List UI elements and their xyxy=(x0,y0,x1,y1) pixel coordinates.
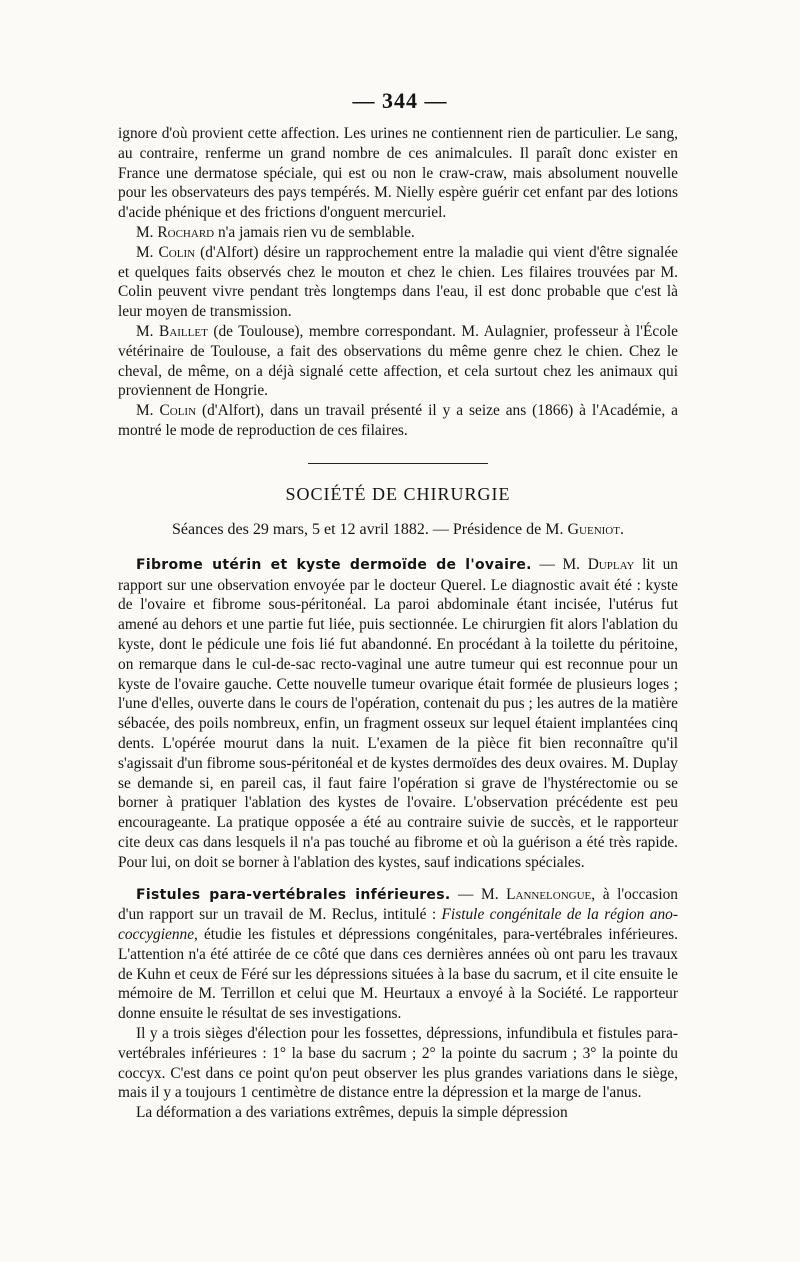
heading-fibrome: Fibrome utérin et kyste dermoïde de l'ovaire. xyxy=(136,556,532,573)
text-colin-2: (d'Alfort), dans un travail présenté il y a seize ans (1866) à l'Académie, a montré le mode de reproduction de ces filaires. xyxy=(118,402,679,439)
dash-fistules: — M. xyxy=(450,885,507,903)
text-fistules-1: , à l'occasion d'un rapport sur un travail de M. Reclus, intitulé : xyxy=(118,885,678,924)
speaker-colin-2: M. Colin xyxy=(136,402,197,420)
paragraph-fistules xyxy=(118,885,678,1025)
page-number: — 344 — xyxy=(352,88,448,113)
paragraph-sieges: Il y a trois sièges d'élection pour les fossettes, dépressions, infundibula et fistules para-vertébrales inférieures : 1° la base du sacrum ; 2° la pointe du sacrum ; 3° la pointe du coccyx. C'est dans ce point qu'on peut observer les plus grandes variations dans le siège, mais il y a toujours 1 centimètre de distance entre la dépression et la marge de l'anus. xyxy=(118,1025,678,1102)
speaker-lannelongue: Lannelongue xyxy=(506,885,592,903)
sessions-dates: Séances des 29 mars, 5 et 12 avril 1882. — Présidence de xyxy=(172,520,546,538)
speaker-colin-1: M. Colin xyxy=(136,243,196,261)
paragraph-fibrome xyxy=(118,555,678,873)
paragraph-rochard xyxy=(118,223,678,243)
dash-fibrome: — M. xyxy=(531,555,588,573)
heading-fistules: Fistules para-vertébrales inférieures. xyxy=(136,886,451,903)
text-colin-1: (d'Alfort) désire un rapprochement entre la maladie qui vient d'être signalée et quelques faits observés chez le mouton et chez le chien. Les filaires trouvées par M. Colin peuvent vivre pendant très longtemps dans l'eau, il est donc probable que c'est là leur moyen de transmission. xyxy=(118,243,678,321)
paragraph-nielly: ignore d'où provient cette affection. Les urines ne contiennent rien de particulier. Le sang, au contraire, renferme un grand nombre de ces animalcules. Il paraît donc exister en France une dermatose spéciale, qui est ou non le craw-craw, mais absolument nouvelle pour les observateurs des pays tempérés. M. Nielly espère guérir cet enfant par des lotions d'acide phénique et des frictions d'onguent mercuriel. xyxy=(118,125,678,222)
speaker-duplay: Duplay xyxy=(587,555,635,573)
paragraph-deformation: La déformation a des variations extrêmes, depuis la simple dépression xyxy=(136,1104,568,1122)
paragraph-baillet xyxy=(118,322,678,401)
section-title: SOCIÉTÉ DE CHIRURGIE xyxy=(285,483,511,504)
speaker-rochard: M. Rochard xyxy=(136,223,215,241)
text-rochard: n'a jamais rien vu de semblable. xyxy=(214,223,415,241)
text-fistules-2: , étudie les fistules et dépressions congénitales, para-vertébrales inférieures. L'attention n'a été attirée de ce côté que dans ces dernières années où ont paru les travaux de Kuhn et ceux de Féré sur les dépressions situées à la base du sacrum, et il cite ensuite le mémoire de M. Terrillon et celui que M. Heurtaux a envoyé à la Société. Le rapporteur donne ensuite le résultat de ses investigations. xyxy=(118,926,678,1023)
paragraph-colin-1 xyxy=(118,243,678,322)
president-name: M. Gueniot. xyxy=(545,520,624,538)
text-baillet: (de Toulouse), membre correspondant. M. Aulagnier, professeur à l'École vétérinaire de Toulouse, a fait des observations du même genre chez le chien. Chez le cheval, de même, on a déjà signalé cette affection, et cela surtout chez les animaux qui proviennent de Hongrie. xyxy=(118,322,678,400)
speaker-baillet: M. Baillet xyxy=(136,322,208,340)
text-fibrome: lit un rapport sur une observation envoyée par le docteur Querel. Le diagnostic avait été : kyste de l'ovaire et fibrome sous-péritonéal. La paroi abdominale étant incisée, l'utérus fut amené au dehors et une partie fut liée, puis sectionnée. Le chirurgien fit alors l'ablation du kyste, dont le pédicule une fois lié fut abandonné. En procédant à la toilette du péritoine, on remarque dans le cul-de-sac recto-vaginal une autre tumeur qui est reconnue pour un kyste de l'ovaire gauche. Cette nouvelle tumeur ovarique était formée de plusieurs loges ; l'une d'elles, ouverte dans le cours de l'opération, contenait du pus ; les autres de la matière sébacée, des poils nombreux, enfin, un fragment osseux sur lequel étaient implantées cinq dents. L'opérée mourut dans la nuit. L'examen de la pièce fit bien reconnaître qu'il s'agissait d'un fibrome sous-péritonéal et de kystes dermoïdes des deux ovaires. M. Duplay se demande si, en pareil cas, il faut faire l'opération si grave de l'hystérectomie ou se borner à pratiquer l'ablation des kystes de l'ovaire. L'observation précédente est peu encourageante. La pratique opposée a été au contraire suivie de succès, et le rapporteur cite deux cas dans lesquels il n'a pas touché au fibrome et où la guérison a été très rapide. Pour lui, on doit se borner à l'ablation des kystes, sauf indications spéciales. xyxy=(118,555,678,871)
paragraph-colin-2 xyxy=(118,401,678,441)
sessions-line xyxy=(118,519,678,541)
title-reclus-work: Fistule congénitale de la région ano-coccygienne xyxy=(118,906,678,944)
section-divider xyxy=(308,463,488,464)
spacer xyxy=(118,873,678,885)
text-column-top xyxy=(118,124,678,1123)
